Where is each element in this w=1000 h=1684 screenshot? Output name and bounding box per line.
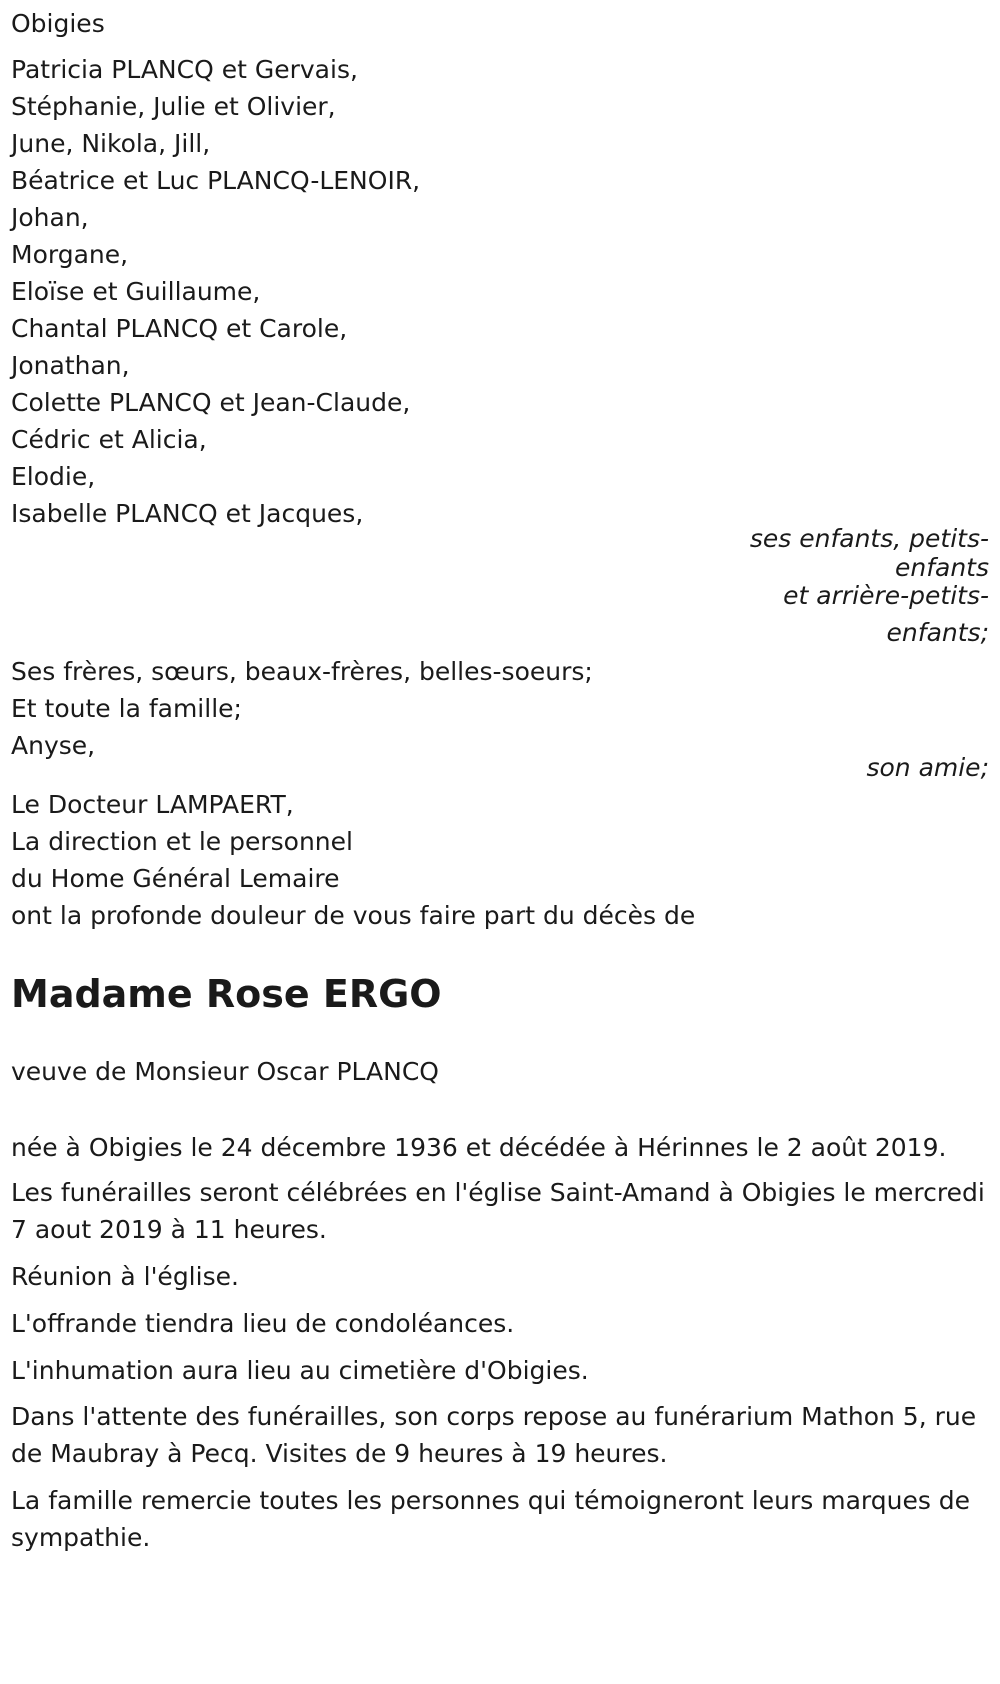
- relative-name-line: Et toute la famille;: [11, 694, 242, 723]
- institution-line: Le Docteur LAMPAERT,: [11, 790, 294, 819]
- family-name-line: Stéphanie, Julie et Olivier,: [11, 92, 336, 121]
- institution-list: [11, 785, 695, 936]
- relative-name-line: Anyse,: [11, 731, 96, 760]
- family-name-line: Cédric et Alicia,: [11, 425, 207, 454]
- family-list-relatives: [11, 652, 593, 766]
- place-heading: Obigies: [11, 9, 105, 38]
- institution-line: du Home Général Lemaire: [11, 864, 340, 893]
- widow-of-line: veuve de Monsieur Oscar PLANCQ: [11, 1057, 439, 1086]
- family-name-line: Béatrice et Luc PLANCQ-LENOIR,: [11, 166, 421, 195]
- burial-paragraph: L'inhumation aura lieu au cimetière d'Obigies.: [11, 1356, 589, 1385]
- family-name-line: Colette PLANCQ et Jean-Claude,: [11, 388, 411, 417]
- family-name-line: Chantal PLANCQ et Carole,: [11, 314, 348, 343]
- relation-line: enfants;: [886, 618, 989, 647]
- meeting-paragraph: Réunion à l'église.: [11, 1262, 239, 1291]
- offering-paragraph: L'offrande tiendra lieu de condoléances.: [11, 1309, 515, 1338]
- deceased-name: Madame Rose ERGO: [11, 972, 442, 1016]
- family-list-children: [11, 50, 420, 534]
- relative-name-line: Ses frères, sœurs, beaux-frères, belles-soeurs;: [11, 657, 593, 686]
- relation-line: son amie;: [866, 753, 989, 782]
- family-name-line: Eloïse et Guillaume,: [11, 277, 261, 306]
- funeral-paragraph: Les funérailles seront célébrées en l'église Saint-Amand à Obigies le mercredi 7 aout 2019 à 11 heures.: [11, 1178, 985, 1244]
- family-name-line: June, Nikola, Jill,: [11, 129, 211, 158]
- family-name-line: Isabelle PLANCQ et Jacques,: [11, 499, 364, 528]
- family-name-line: Patricia PLANCQ et Gervais,: [11, 55, 358, 84]
- relation-line: ses enfants, petits-: [749, 524, 989, 553]
- institution-line: ont la profonde douleur de vous faire part du décès de: [11, 901, 696, 930]
- family-name-line: Morgane,: [11, 240, 129, 269]
- family-name-line: Johan,: [11, 203, 89, 232]
- institution-line: La direction et le personnel: [11, 827, 353, 856]
- family-name-line: Jonathan,: [11, 351, 130, 380]
- relation-line: enfants: [894, 553, 989, 582]
- thanks-paragraph: La famille remercie toutes les personnes qui témoigneront leurs marques de sympathie.: [11, 1486, 971, 1552]
- funeral-details: [11, 1128, 986, 1556]
- relation-friend: [11, 750, 989, 786]
- family-name-line: Elodie,: [11, 462, 96, 491]
- relation-children: [11, 523, 989, 655]
- viewing-paragraph: Dans l'attente des funérailles, son corps repose au funérarium Mathon 5, rue de Maubray à Pecq. Visites de 9 heures à 19 heures.: [11, 1402, 977, 1468]
- relation-line: et arrière-petits-: [783, 581, 989, 610]
- birth-death-paragraph: née à Obigies le 24 décembre 1936 et décédée à Hérinnes le 2 août 2019.: [11, 1133, 947, 1162]
